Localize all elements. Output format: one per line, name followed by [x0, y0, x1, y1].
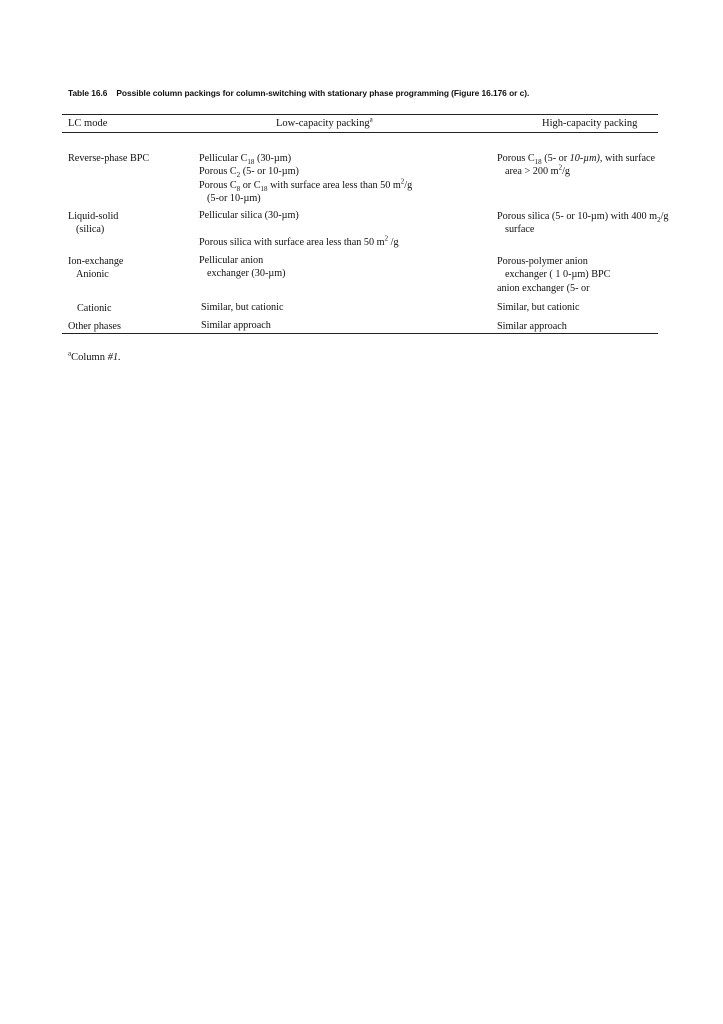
list-item: (5-or 10-µm): [207, 193, 261, 205]
list-item: area > 200 $m^2/g$: [505, 164, 570, 178]
row-ion-exchange-low: Pellicular anion exchanger (30-µm): [199, 255, 286, 280]
header-rule: [62, 132, 658, 133]
row-cationic-low: Similar, but cationic: [201, 302, 284, 313]
row-reverse-phase-high: [497, 152, 655, 179]
table-footnote: $^a$Column #1.: [68, 349, 121, 363]
list-item: Porous $C_2$ (5- or 10-µm): [199, 166, 299, 180]
header-high-capacity: High-capacity packing: [542, 118, 638, 129]
row-reverse-phase-mode: Reverse-phase BPC: [68, 153, 150, 164]
row-ion-exchange-mode: Ion-exchange Anionic: [68, 256, 124, 281]
row-other-mode: Other phases: [68, 321, 121, 332]
header-low-capacity: Low-capacity packing$^a$: [276, 115, 373, 129]
row-liquid-solid-low-2: Porous silica with surface area less than 50 $m^2$ /g: [199, 234, 399, 248]
header-low-footnote-mark: a: [369, 115, 373, 124]
row-cationic-mode: Cationic: [77, 303, 112, 314]
row-cationic-high: Similar, but cationic: [497, 302, 580, 313]
table-caption: [68, 88, 529, 98]
bottom-rule: [62, 333, 658, 334]
table-number: Table 16.6: [68, 88, 108, 98]
table-title: Possible column packings for column-switching with stationary phase programming (Figure 16.176 or c).: [116, 88, 530, 98]
row-other-low: Similar approach: [201, 320, 271, 331]
list-item: surface: [505, 224, 535, 236]
list-item: Porous $C_8$ or $C_{18}$ with surface area less than 50 $m^2/g$: [199, 177, 413, 193]
row-other-high: Similar approach: [497, 321, 567, 332]
row-liquid-solid-high: [497, 210, 669, 237]
header-lc-mode: LC mode: [68, 118, 108, 129]
top-rule: [62, 114, 658, 115]
list-item: Porous silica (5- or 10-µm) with 400 $m_2/g$: [497, 211, 669, 225]
list-item: Porous $C_{18}$ (5- or 10-µm), with surface: [497, 153, 656, 167]
list-item: Pellicular $C_{18}$ (30-µm): [199, 153, 292, 167]
row-liquid-solid-mode: Liquid-solid (silica): [68, 211, 119, 236]
footnote-mark: a: [68, 349, 72, 358]
row-ion-exchange-high: Porous-polymer anion exchanger ( 1 0-µm) BPC anion exchanger (5- or: [497, 256, 611, 294]
row-reverse-phase-low: [199, 152, 412, 206]
row-liquid-solid-low-1: Pellicular silica (30-µm): [199, 210, 299, 221]
